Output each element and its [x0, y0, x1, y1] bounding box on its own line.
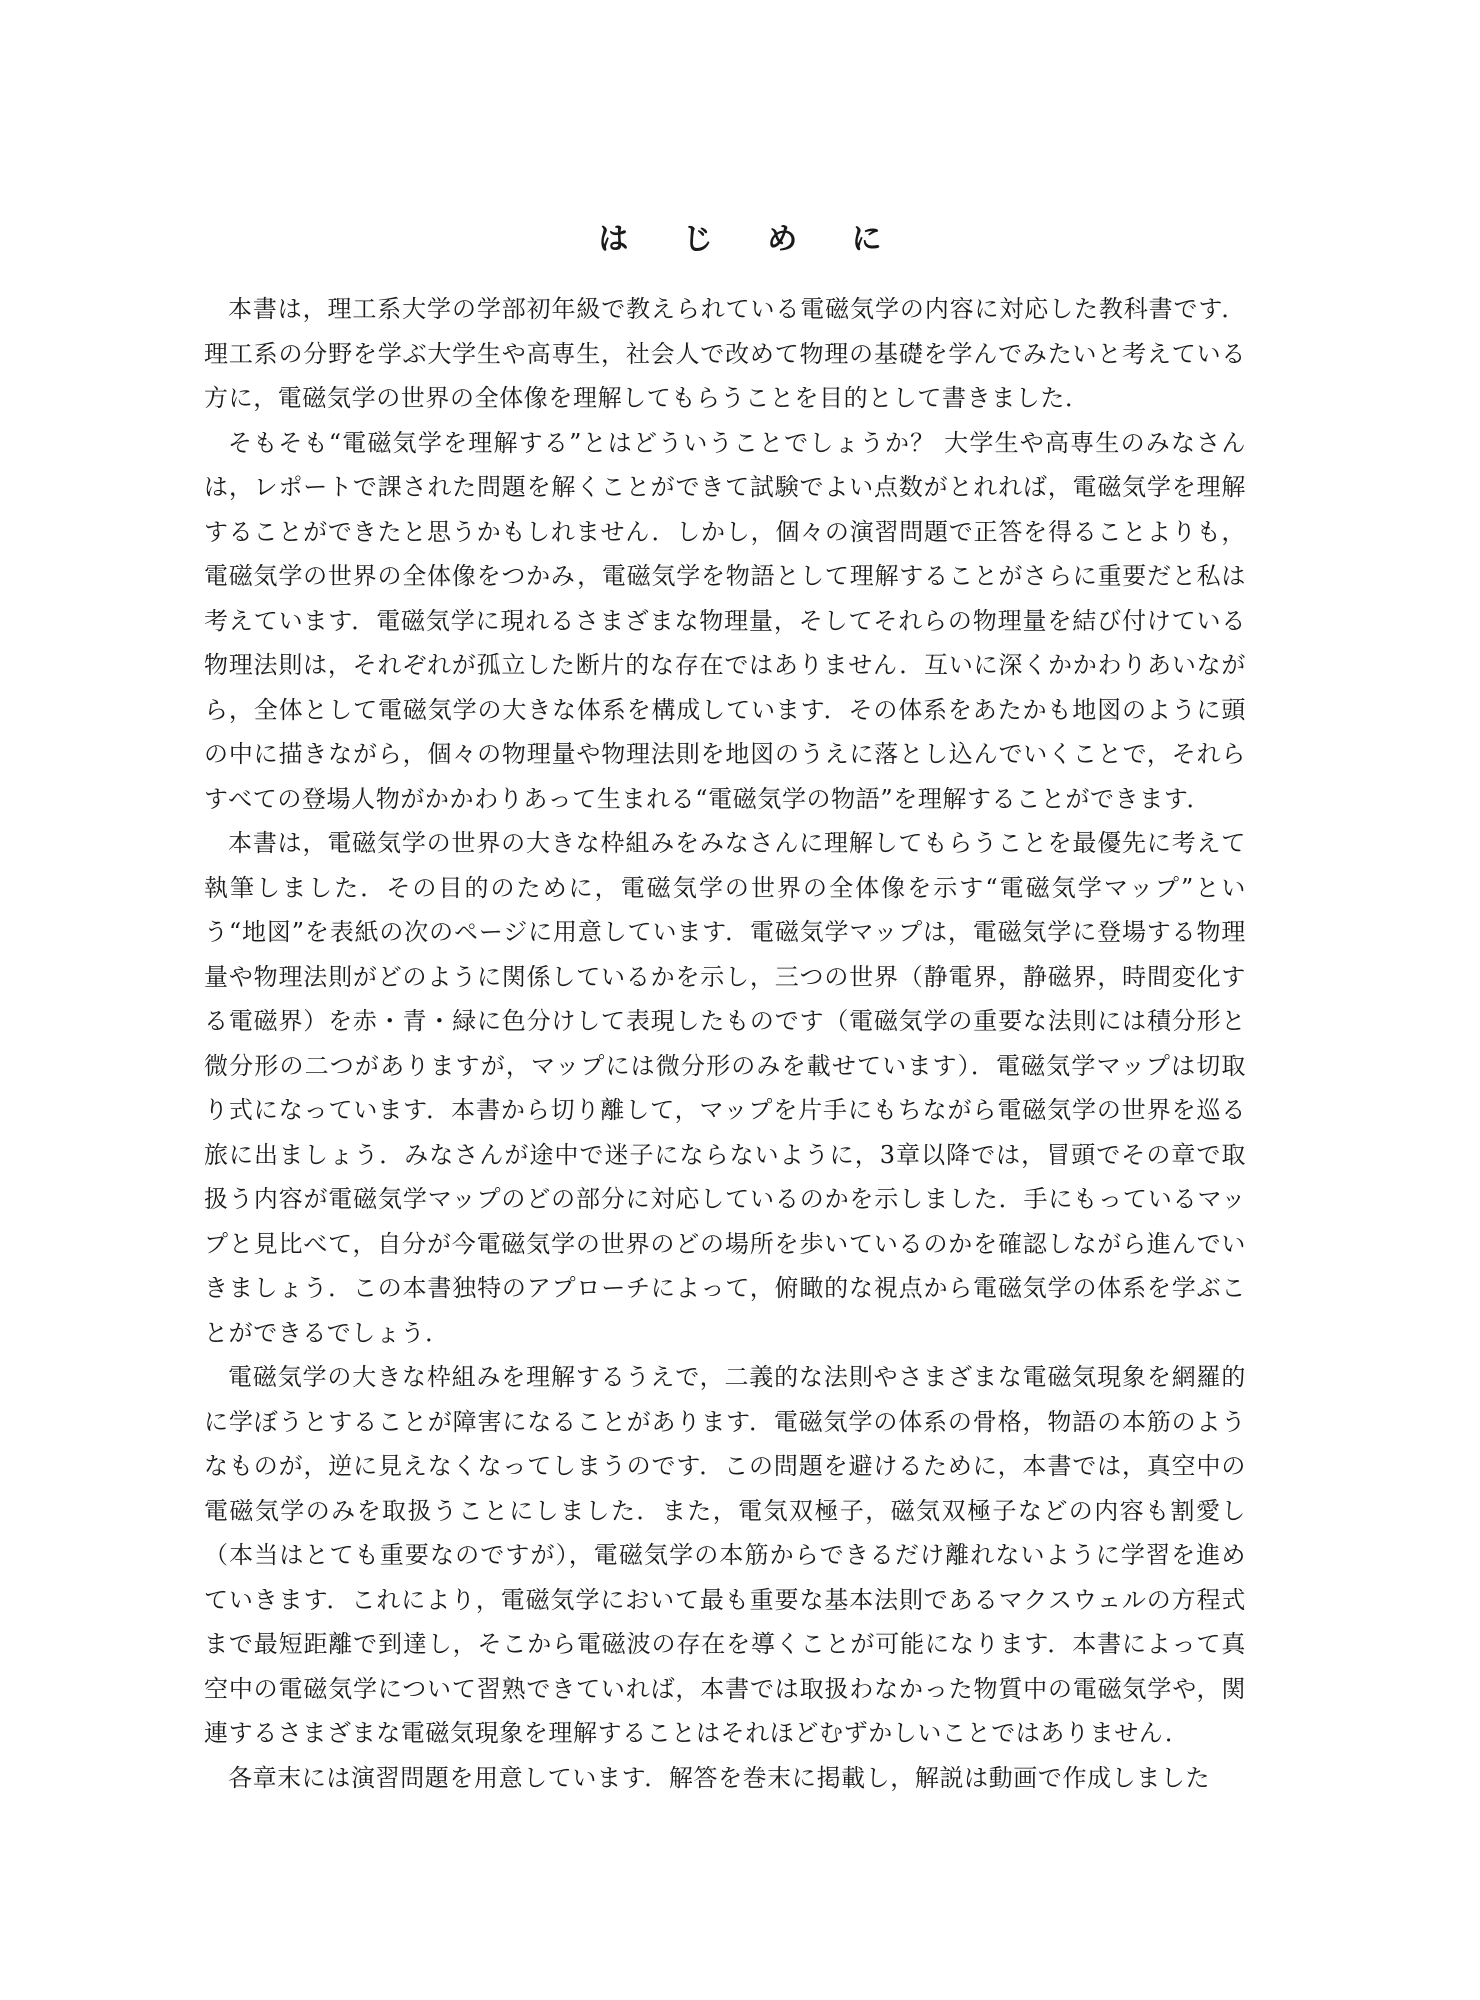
page-title: は じ め に — [598, 222, 904, 258]
paragraph: 電磁気学の大きな枠組みを理解するうえで，二義的な法則やさまざまな電磁気現象を網羅的に学ぼうとすることが障害になることがあります．電磁気学の体系の骨格，物語の本筋のようなものが，逆に見えなくなってしまうのです．この問題を避けるために，本書では，真空中の電磁気学のみを取扱うことにしました．また，電気双極子，磁気双極子などの内容も割愛し（本当はとても重要なのですが），電磁気学の本筋からできるだけ離れないように学習を進めていきます．これにより，電磁気学において最も重要な基本法則であるマクスウェルの方程式まで最短距離で到達し，そこから電磁波の存在を導くことが可能になります．本書によって真空中の電磁気学について習熟できていれば，本書では取扱わなかった物質中の電磁気学や，関連するさまざまな電磁気現象を理解することはそれほどむずかしいことではありません． — [204, 1363, 1246, 1747]
paragraph: 本書は，電磁気学の世界の大きな枠組みをみなさんに理解してもらうことを最優先に考えて執筆しました．その目的のために，電磁気学の世界の全体像を示す“電磁気学マップ”という“地図”を表紙の次のページに用意しています．電磁気学マップは，電磁気学に登場する物理量や物理法則がどのように関係しているかを示し，三つの世界（静電界，静磁界，時間変化する電磁界）を赤・青・緑に色分けして表現したものです（電磁気学の重要な法則には積分形と微分形の二つがありますが，マップには微分形のみを載せています）．電磁気学マップは切取り式になっています．本書から切り離して，マップを片手にもちながら電磁気学の世界を巡る旅に出ましょう．みなさんが途中で迷子にならないように，3章以降では，冒頭でその章で取扱う内容が電磁気学マップのどの部分に対応しているのかを示しました．手にもっているマップと見比べて，自分が今電磁気学の世界のどの場所を歩いているのかを確認しながら進んでいきましょう．この本書独特のアプローチによって，俯瞰的な視点から電磁気学の体系を学ぶことができるでしょう． — [204, 829, 1246, 1347]
paragraph: 各章末には演習問題を用意しています．解答を巻末に掲載し，解説は動画で作成しました — [228, 1763, 1211, 1792]
paragraph: そもそも“電磁気学を理解する”とはどういうことでしょうか？ 大学生や高専生のみなさんは，レポートで課された問題を解くことができて試験でよい点数がとれれば，電磁気学を理解することができたと思うかもしれません．しかし，個々の演習問題で正答を得ることよりも，電磁気学の世界の全体像をつかみ，電磁気学を物語として理解することがさらに重要だと私は考えています．電磁気学に現れるさまざまな物理量，そしてそれらの物理量を結び付けている物理法則は，それぞれが孤立した断片的な存在ではありません．互いに深くかかわりあいながら，全体として電磁気学の大きな体系を構成しています．その体系をあたかも地図のように頭の中に描きながら，個々の物理量や物理法則を地図のうえに落とし込んでいくことで，それらすべての登場人物がかかわりあって生まれる“電磁気学の物語”を理解することができます． — [204, 428, 1246, 813]
paragraph: 本書は，理工系大学の学部初年級で教えられている電磁気学の内容に対応した教科書です．理工系の分野を学ぶ大学生や高専生，社会人で改めて物理の基礎を学んでみたいと考えている方に，電磁気学の世界の全体像を理解してもらうことを目的として書きました． — [204, 295, 1246, 412]
body-text — [204, 287, 1246, 1800]
